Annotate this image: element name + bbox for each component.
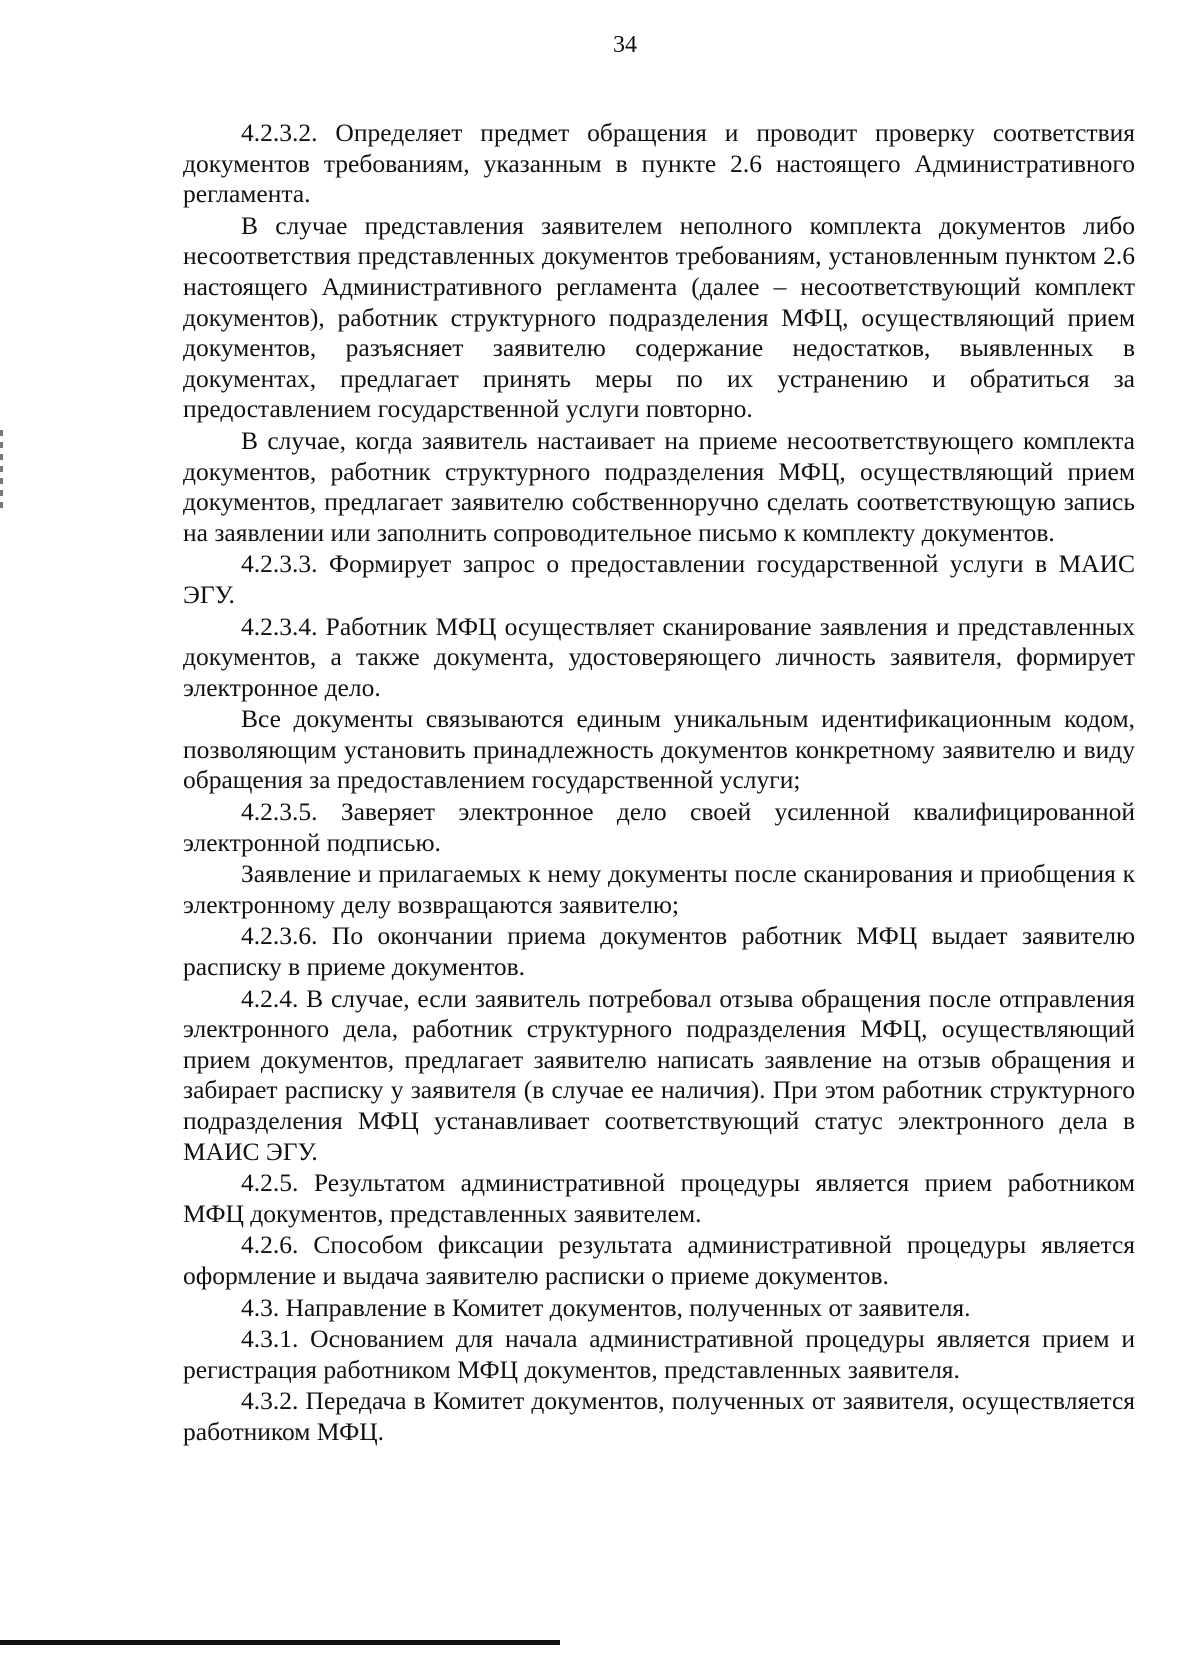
paragraph-4-3: 4.3. Направление в Комитет документов, полученных от заявителя. — [241, 1292, 971, 1322]
scan-margin-mark — [0, 430, 3, 510]
paragraph-applicant-insists: В случае, когда заявитель настаивает на приеме несоответствующего комплекта документов, работник структурного подразделения МФЦ, осуществляющий прием документов, предлагает заявителю собственноручно сделать соответствующую запись на заявлении или заполнить сопроводительное письмо к комплекту документов. — [183, 425, 1135, 547]
paragraph-incomplete-set: В случае представления заявителем неполного комплекта документов либо несоответствия представленных документов требованиям, установленным пунктом 2.6 настоящего Административного регламента (далее – несоответствующий комплект документов), работник структурного подразделения МФЦ, осуществляющий прием документов, разъясняет заявителю содержание недостатков, выявленных в документах, предлагает принять меры по их устранению и обратиться за предоставлением государственной услуги повторно. — [183, 210, 1135, 424]
document-body — [183, 118, 1135, 1449]
page-number: 34 — [613, 32, 637, 58]
paragraph-4-2-4: 4.2.4. В случае, если заявитель потребовал отзыва обращения после отправления электронного дела, работник структурного подразделения МФЦ, осуществляющий прием документов, предлагает заявителю написать заявление на отзыв обращения и забирает расписку у заявителя (в случае ее наличия). При этом работник структурного подразделения МФЦ устанавливает соответствующий статус электронного дела в МАИС ЭГУ. — [183, 983, 1135, 1166]
paragraph-documents-returned: Заявление и прилагаемых к нему документы после сканирования и приобщения к электронному делу возвращаются заявителю; — [183, 859, 1135, 919]
paragraph-4-3-2: 4.3.2. Передача в Комитет документов, полученных от заявителя, осуществляется работником МФЦ. — [183, 1386, 1135, 1446]
paragraph-4-2-5: 4.2.5. Результатом административной процедуры является прием работником МФЦ документов, представленных заявителем. — [183, 1168, 1135, 1228]
bottom-scan-rule — [0, 1640, 560, 1645]
paragraph-4-2-3-6: 4.2.3.6. По окончании приема документов работник МФЦ выдает заявителю расписку в приеме документов. — [183, 921, 1135, 982]
paragraph-4-2-3-4: 4.2.3.4. Работник МФЦ осуществляет сканирование заявления и представленных документов, а также документа, удостоверяющего личность заявителя, формирует электронное дело. — [183, 611, 1135, 702]
paragraph-4-2-3-5: 4.2.3.5. Заверяет электронное дело своей усиленной квалифицированной электронной подписью. — [183, 797, 1135, 857]
paragraph-4-3-1: 4.3.1. Основанием для начала административной процедуры является прием и регистрация работником МФЦ документов, представленных заявителя. — [183, 1324, 1135, 1384]
paragraph-4-2-6: 4.2.6. Способом фиксации результата административной процедуры является оформление и выдача заявителю расписки о приеме документов. — [183, 1230, 1135, 1290]
paragraph-unique-code: Все документы связываются единым уникальным идентификационным кодом, позволяющим установить принадлежность документов конкретному заявителю и виду обращения за предоставлением государственной услуги; — [183, 704, 1135, 795]
paragraph-4-2-3-2: 4.2.3.2. Определяет предмет обращения и проводит проверку соответствия документов требованиям, указанным в пункте 2.6 настоящего Административного регламента. — [183, 118, 1135, 209]
paragraph-4-2-3-3: 4.2.3.3. Формирует запрос о предоставлении государственной услуги в МАИС ЭГУ. — [183, 549, 1135, 609]
